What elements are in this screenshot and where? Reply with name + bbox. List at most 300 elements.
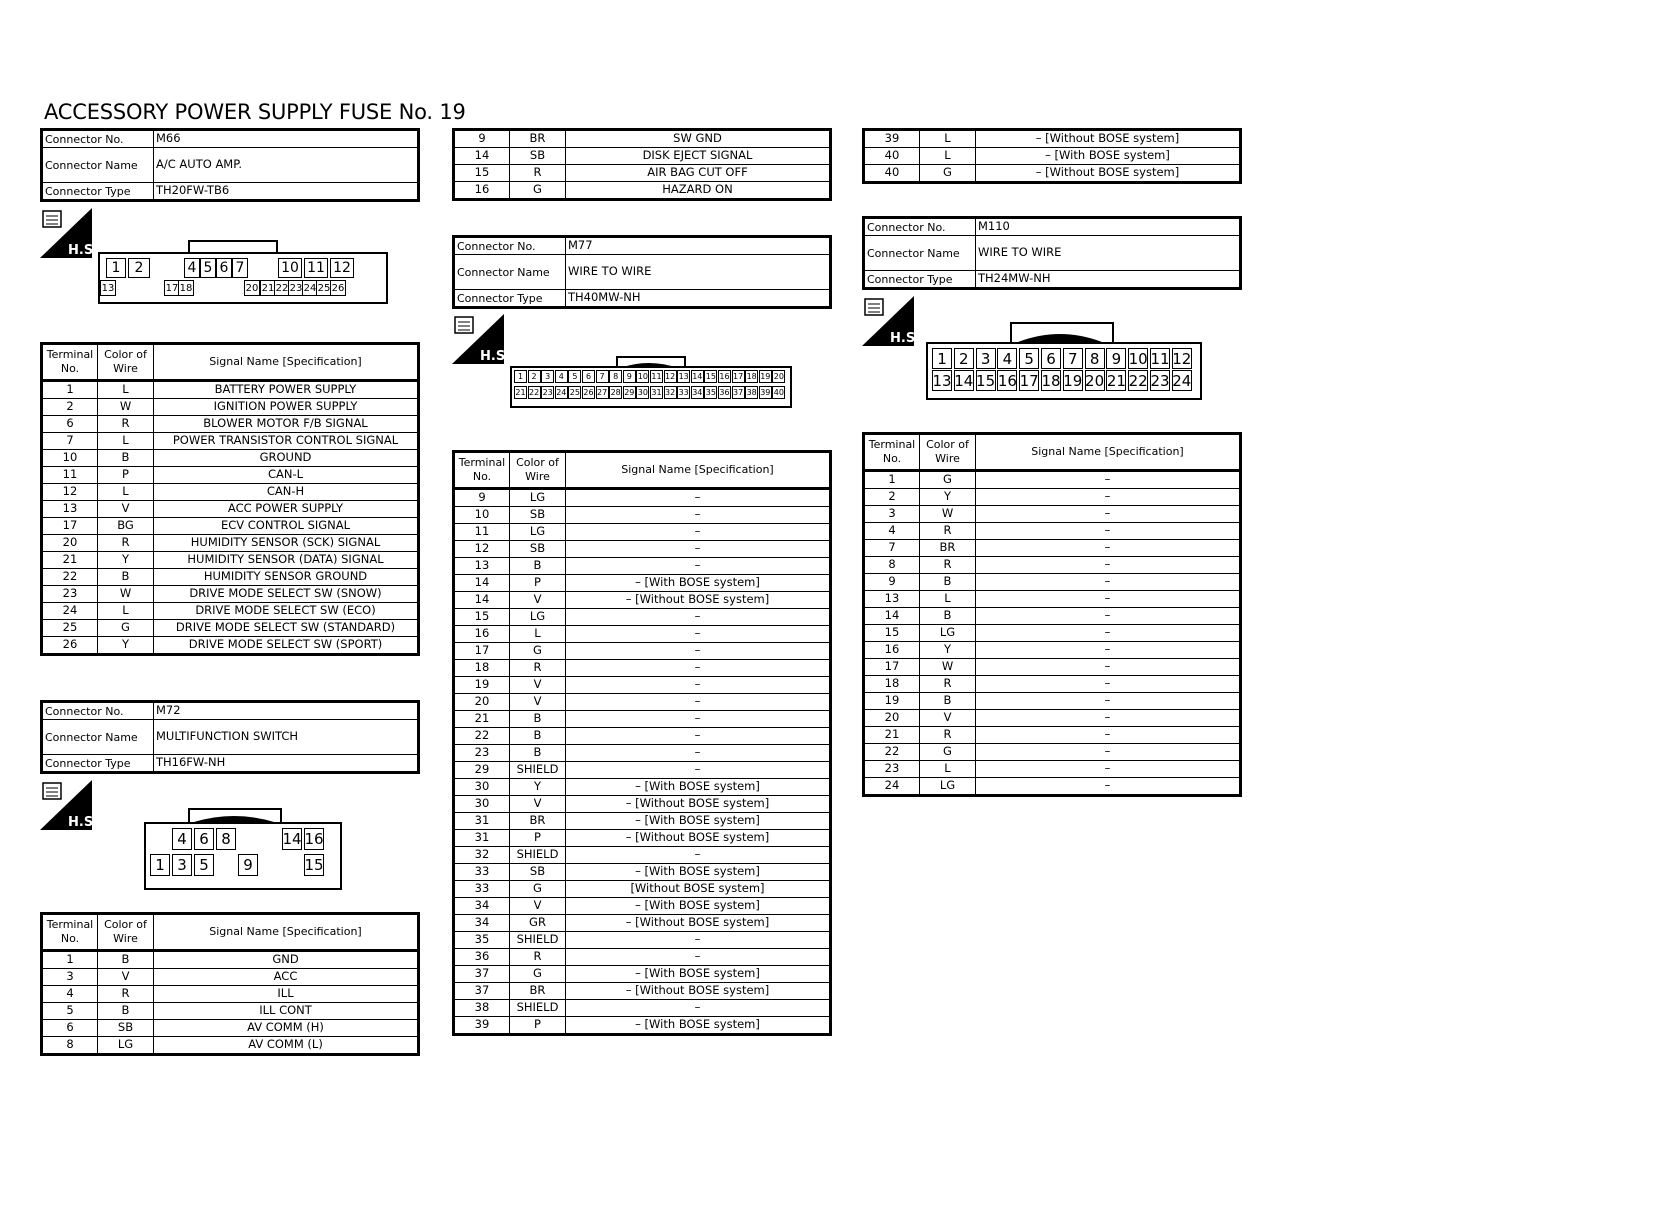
signal-name-cell: – bbox=[976, 761, 1241, 778]
connector-pin: 11 bbox=[304, 258, 328, 278]
connector-pin: 10 bbox=[637, 372, 648, 381]
terminal-no-cell: 13 bbox=[42, 501, 98, 518]
table-row bbox=[864, 608, 1241, 625]
wire-color-cell: G bbox=[510, 182, 566, 200]
signal-name-cell: – bbox=[566, 677, 831, 694]
wire-color-cell: LG bbox=[510, 489, 566, 507]
terminal-no-cell: 19 bbox=[454, 677, 510, 694]
signal-name-cell: DISK EJECT SIGNAL bbox=[566, 148, 831, 165]
signal-name-cell: DRIVE MODE SELECT SW (ECO) bbox=[154, 603, 419, 620]
terminal-no-cell: 36 bbox=[454, 949, 510, 966]
terminal-no-header: Terminal No. bbox=[454, 452, 510, 489]
table-row bbox=[864, 659, 1241, 676]
connector-type-label: Connector Type bbox=[454, 290, 566, 308]
signal-name-cell: – [With BOSE system] bbox=[566, 966, 831, 983]
table-row bbox=[864, 540, 1241, 557]
signal-name-cell: HUMIDITY SENSOR (SCK) SIGNAL bbox=[154, 535, 419, 552]
table-row bbox=[864, 625, 1241, 642]
table-row bbox=[454, 847, 831, 864]
signal-name-cell: DRIVE MODE SELECT SW (SNOW) bbox=[154, 586, 419, 603]
terminal-no-cell: 20 bbox=[454, 694, 510, 711]
connector-pin: 14 bbox=[954, 371, 974, 390]
terminal-no-cell: 31 bbox=[454, 830, 510, 847]
connector-type-label: Connector Type bbox=[42, 183, 154, 201]
connector-pin: 1 bbox=[514, 370, 527, 383]
empty-pin-position bbox=[260, 828, 280, 850]
connector-pin: 5 bbox=[200, 258, 216, 278]
wire-color-cell: LG bbox=[510, 524, 566, 541]
signal-name-cell: – bbox=[566, 728, 831, 745]
connector-pin: 25 bbox=[316, 280, 332, 296]
terminal-no-cell: 21 bbox=[864, 727, 920, 744]
table-row bbox=[454, 694, 831, 711]
terminal-no-cell: 14 bbox=[454, 592, 510, 609]
m66-info-table bbox=[40, 128, 420, 202]
wire-color-cell: SHIELD bbox=[510, 762, 566, 779]
connector-pin: 23 bbox=[1150, 371, 1170, 390]
table-row bbox=[454, 983, 831, 1000]
empty-pin-position bbox=[282, 854, 302, 876]
terminal-no-cell: 3 bbox=[864, 506, 920, 523]
wire-color-cell: R bbox=[98, 535, 154, 552]
connector-pin: 34 bbox=[692, 388, 703, 397]
m66-connector-diagram bbox=[98, 240, 388, 302]
connector-no-value: M66 bbox=[154, 130, 419, 148]
connector-pin: 27 bbox=[597, 388, 608, 397]
terminal-no-cell: 12 bbox=[454, 541, 510, 558]
color-of-wire-header: Color of Wire bbox=[98, 914, 154, 951]
signal-name-cell: – bbox=[976, 744, 1241, 761]
terminal-no-cell: 3 bbox=[42, 969, 98, 986]
wire-color-cell: R bbox=[920, 676, 976, 693]
signal-name-cell: – [Without BOSE system] bbox=[566, 830, 831, 847]
wire-color-cell: SB bbox=[510, 507, 566, 524]
table-row bbox=[454, 830, 831, 847]
connector-pin: 4 bbox=[172, 828, 192, 850]
wire-color-cell: SHIELD bbox=[510, 847, 566, 864]
terminal-no-cell: 8 bbox=[864, 557, 920, 574]
connector-pin: 2 bbox=[128, 258, 150, 278]
table-row bbox=[864, 165, 1241, 183]
signal-name-cell: – bbox=[976, 676, 1241, 693]
terminal-no-cell: 9 bbox=[864, 574, 920, 591]
table-row bbox=[864, 676, 1241, 693]
connector-type-value: TH40MW-NH bbox=[566, 290, 831, 308]
terminal-no-cell: 15 bbox=[454, 165, 510, 182]
connector-pin: 10 bbox=[1128, 349, 1148, 368]
table-row bbox=[42, 518, 419, 535]
wire-color-cell: R bbox=[98, 416, 154, 433]
connector-pin: 22 bbox=[1128, 371, 1148, 390]
empty-pin-position bbox=[116, 280, 132, 296]
terminal-no-header: Terminal No. bbox=[42, 344, 98, 381]
wire-color-cell: V bbox=[920, 710, 976, 727]
wire-color-cell: B bbox=[920, 574, 976, 591]
wire-color-cell: B bbox=[510, 745, 566, 762]
wire-color-cell: L bbox=[510, 626, 566, 643]
table-row bbox=[864, 148, 1241, 165]
table-row bbox=[864, 557, 1241, 574]
wire-color-cell: P bbox=[98, 467, 154, 484]
connector-pin: 7 bbox=[596, 370, 609, 383]
signal-name-cell: – bbox=[566, 626, 831, 643]
table-row bbox=[454, 507, 831, 524]
terminal-no-cell: 14 bbox=[454, 148, 510, 165]
wire-color-cell: V bbox=[510, 592, 566, 609]
wire-color-cell: B bbox=[920, 608, 976, 625]
wire-color-cell: G bbox=[510, 643, 566, 660]
wire-color-cell: B bbox=[98, 951, 154, 969]
signal-name-cell: CAN-H bbox=[154, 484, 419, 501]
connector-pin: 2 bbox=[528, 370, 541, 383]
wire-color-cell: G bbox=[920, 471, 976, 489]
signal-name-cell: – bbox=[566, 762, 831, 779]
connector-pin: 24 bbox=[302, 280, 318, 296]
signal-name-cell: – bbox=[566, 558, 831, 575]
signal-name-cell: – bbox=[976, 625, 1241, 642]
connector-pin: 12 bbox=[1172, 349, 1192, 368]
wire-color-cell: L bbox=[98, 381, 154, 399]
signal-name-cell: – bbox=[566, 507, 831, 524]
terminal-no-cell: 40 bbox=[864, 148, 920, 165]
wire-color-cell: B bbox=[510, 728, 566, 745]
signal-name-cell: – bbox=[566, 694, 831, 711]
connector-type-label: Connector Type bbox=[864, 271, 976, 289]
signal-name-cell: BATTERY POWER SUPPLY bbox=[154, 381, 419, 399]
signal-name-cell: – bbox=[566, 489, 831, 507]
connector-pin: 8 bbox=[609, 370, 622, 383]
signal-name-cell: – bbox=[976, 659, 1241, 676]
connector-no-label: Connector No. bbox=[42, 130, 154, 148]
signal-name-cell: – bbox=[976, 557, 1241, 574]
table-row bbox=[454, 489, 831, 507]
terminal-no-cell: 34 bbox=[454, 915, 510, 932]
wire-color-cell: SB bbox=[98, 1020, 154, 1037]
table-row bbox=[42, 501, 419, 518]
terminal-no-cell: 12 bbox=[42, 484, 98, 501]
connector-pin: 33 bbox=[678, 388, 689, 397]
connector-pin: 24 bbox=[1172, 371, 1192, 390]
connector-name-value: MULTIFUNCTION SWITCH bbox=[154, 720, 419, 755]
signal-name-cell: GND bbox=[154, 951, 419, 969]
terminal-no-cell: 2 bbox=[864, 489, 920, 506]
terminal-no-cell: 22 bbox=[454, 728, 510, 745]
signal-name-cell: – [With BOSE system] bbox=[566, 575, 831, 592]
terminal-no-cell: 35 bbox=[454, 932, 510, 949]
terminal-no-cell: 18 bbox=[454, 660, 510, 677]
wire-color-cell: L bbox=[98, 484, 154, 501]
table-row bbox=[42, 1020, 419, 1037]
table-row bbox=[42, 637, 419, 655]
m110-info-table bbox=[862, 216, 1242, 290]
terminal-no-cell: 24 bbox=[42, 603, 98, 620]
signal-name-cell: – bbox=[976, 506, 1241, 523]
table-row bbox=[864, 130, 1241, 148]
terminal-no-cell: 9 bbox=[454, 130, 510, 148]
connector-pin: 32 bbox=[665, 388, 676, 397]
wire-color-cell: V bbox=[510, 898, 566, 915]
signal-name-header: Signal Name [Specification] bbox=[154, 344, 419, 381]
terminal-no-cell: 17 bbox=[42, 518, 98, 535]
connector-pin: 22 bbox=[529, 388, 540, 397]
hs-label: H.S. bbox=[890, 331, 921, 346]
connector-pin: 5 bbox=[194, 854, 214, 876]
terminal-no-cell: 29 bbox=[454, 762, 510, 779]
connector-pin: 7 bbox=[232, 258, 248, 278]
connector-pin: 3 bbox=[976, 348, 996, 369]
m110-terminal-table bbox=[862, 432, 1242, 797]
terminal-no-cell: 16 bbox=[454, 626, 510, 643]
empty-pin-position bbox=[238, 828, 258, 850]
connector-pin: 22 bbox=[274, 280, 290, 296]
connector-pin: 23 bbox=[288, 280, 304, 296]
table-row bbox=[42, 1003, 419, 1020]
connector-pin: 18 bbox=[178, 280, 194, 296]
connector-pin: 26 bbox=[583, 388, 594, 397]
terminal-no-cell: 39 bbox=[454, 1017, 510, 1035]
signal-name-cell: – bbox=[976, 489, 1241, 506]
terminal-no-cell: 26 bbox=[42, 637, 98, 655]
connector-pin: 19 bbox=[760, 372, 771, 381]
connector-pin: 6 bbox=[216, 258, 232, 278]
wire-color-cell: LG bbox=[920, 625, 976, 642]
wire-color-cell: B bbox=[98, 1003, 154, 1020]
connector-pin: 13 bbox=[100, 280, 116, 296]
signal-name-cell: DRIVE MODE SELECT SW (STANDARD) bbox=[154, 620, 419, 637]
terminal-no-cell: 33 bbox=[454, 881, 510, 898]
connector-pin: 4 bbox=[997, 348, 1017, 369]
connector-pin: 35 bbox=[705, 388, 716, 397]
empty-pin-position bbox=[260, 854, 280, 876]
connector-pin: 17 bbox=[1019, 371, 1039, 390]
connector-pin: 25 bbox=[569, 388, 580, 397]
terminal-no-cell: 22 bbox=[42, 569, 98, 586]
connector-pin: 12 bbox=[665, 372, 676, 381]
connector-pin: 21 bbox=[260, 280, 276, 296]
terminal-no-cell: 8 bbox=[42, 1037, 98, 1055]
connector-pin: 13 bbox=[678, 372, 689, 381]
terminal-no-cell: 17 bbox=[864, 659, 920, 676]
terminal-no-cell: 23 bbox=[454, 745, 510, 762]
m110-connector-diagram bbox=[926, 322, 1202, 398]
signal-name-cell: BLOWER MOTOR F/B SIGNAL bbox=[154, 416, 419, 433]
wire-color-cell: L bbox=[920, 148, 976, 165]
terminal-no-cell: 20 bbox=[42, 535, 98, 552]
signal-name-cell: ACC POWER SUPPLY bbox=[154, 501, 419, 518]
hs-label: H.S. bbox=[480, 349, 511, 364]
signal-name-cell: – bbox=[976, 693, 1241, 710]
signal-name-cell: AV COMM (L) bbox=[154, 1037, 419, 1055]
table-row bbox=[454, 677, 831, 694]
signal-name-header: Signal Name [Specification] bbox=[154, 914, 419, 951]
terminal-no-cell: 4 bbox=[864, 523, 920, 540]
connector-pin: 6 bbox=[1041, 348, 1061, 369]
signal-name-cell: – bbox=[566, 1000, 831, 1017]
terminal-no-cell: 37 bbox=[454, 966, 510, 983]
signal-name-cell: – bbox=[976, 710, 1241, 727]
wire-color-cell: R bbox=[510, 660, 566, 677]
wire-color-cell: SB bbox=[510, 148, 566, 165]
wire-color-cell: P bbox=[510, 830, 566, 847]
signal-name-cell: – [With BOSE system] bbox=[566, 1017, 831, 1035]
connector-no-label: Connector No. bbox=[454, 237, 566, 255]
wire-color-cell: SHIELD bbox=[510, 1000, 566, 1017]
empty-pin-position bbox=[150, 828, 170, 850]
connector-no-label: Connector No. bbox=[864, 218, 976, 236]
connector-pin: 1 bbox=[150, 854, 170, 876]
table-row bbox=[454, 558, 831, 575]
connector-pin: 2 bbox=[954, 348, 974, 369]
wire-color-cell: BR bbox=[920, 540, 976, 557]
wire-color-cell: B bbox=[98, 569, 154, 586]
signal-name-cell: – bbox=[566, 541, 831, 558]
hs-label: H.S. bbox=[68, 243, 99, 258]
wire-color-cell: L bbox=[920, 761, 976, 778]
connector-type-value: TH16FW-NH bbox=[154, 755, 419, 773]
empty-pin-position bbox=[142, 280, 158, 296]
signal-name-cell: – bbox=[566, 660, 831, 677]
signal-name-cell: – [With BOSE system] bbox=[566, 864, 831, 881]
signal-name-cell: GROUND bbox=[154, 450, 419, 467]
connector-pin: 30 bbox=[637, 388, 648, 397]
connector-name-value: WIRE TO WIRE bbox=[566, 255, 831, 290]
signal-name-cell: – bbox=[976, 642, 1241, 659]
connector-latch bbox=[194, 810, 274, 822]
terminal-no-cell: 14 bbox=[864, 608, 920, 625]
harness-side-icon bbox=[862, 296, 921, 346]
table-row bbox=[864, 693, 1241, 710]
wire-color-cell: R bbox=[510, 165, 566, 182]
wire-color-cell: SHIELD bbox=[510, 932, 566, 949]
terminal-no-cell: 13 bbox=[454, 558, 510, 575]
signal-name-cell: AIR BAG CUT OFF bbox=[566, 165, 831, 182]
connector-name-value: WIRE TO WIRE bbox=[976, 236, 1241, 271]
table-row bbox=[864, 727, 1241, 744]
m77-connector-diagram bbox=[510, 356, 792, 406]
table-row bbox=[864, 471, 1241, 489]
table-row bbox=[454, 660, 831, 677]
connector-pin: 18 bbox=[1041, 371, 1061, 390]
wire-color-cell: BR bbox=[510, 983, 566, 1000]
table-row bbox=[454, 592, 831, 609]
table-row bbox=[42, 450, 419, 467]
wire-color-cell: G bbox=[920, 165, 976, 183]
wire-color-cell: R bbox=[920, 523, 976, 540]
signal-name-cell: IGNITION POWER SUPPLY bbox=[154, 399, 419, 416]
table-row bbox=[42, 381, 419, 399]
connector-pin: 20 bbox=[1085, 371, 1105, 390]
connector-pin: 19 bbox=[1063, 371, 1083, 390]
connector-name-label: Connector Name bbox=[42, 148, 154, 183]
wire-color-cell: B bbox=[510, 558, 566, 575]
signal-name-cell: – [Without BOSE system] bbox=[566, 592, 831, 609]
connector-pin: 21 bbox=[515, 388, 526, 397]
connector-pin: 8 bbox=[1085, 348, 1105, 369]
connector-no-value: M72 bbox=[154, 702, 419, 720]
wire-color-cell: LG bbox=[510, 609, 566, 626]
signal-name-cell: – bbox=[566, 949, 831, 966]
connector-no-label: Connector No. bbox=[42, 702, 154, 720]
table-row bbox=[454, 524, 831, 541]
wire-color-cell: R bbox=[920, 727, 976, 744]
terminal-no-cell: 11 bbox=[42, 467, 98, 484]
terminal-no-cell: 1 bbox=[42, 381, 98, 399]
table-row bbox=[42, 433, 419, 450]
signal-name-cell: DRIVE MODE SELECT SW (SPORT) bbox=[154, 637, 419, 655]
signal-name-cell: – bbox=[976, 471, 1241, 489]
table-row bbox=[42, 969, 419, 986]
page-title: ACCESSORY POWER SUPPLY FUSE No. 19 bbox=[44, 100, 466, 124]
wire-color-cell: B bbox=[920, 693, 976, 710]
connector-pin: 5 bbox=[568, 370, 581, 383]
wire-color-cell: W bbox=[98, 586, 154, 603]
wire-color-cell: L bbox=[98, 603, 154, 620]
connector-pin: 38 bbox=[746, 388, 757, 397]
signal-name-cell: ACC bbox=[154, 969, 419, 986]
m72-terminal-table bbox=[40, 912, 420, 1056]
m72-info-table bbox=[40, 700, 420, 774]
table-row bbox=[454, 745, 831, 762]
terminal-no-cell: 14 bbox=[454, 575, 510, 592]
connector-type-label: Connector Type bbox=[42, 755, 154, 773]
terminal-no-cell: 40 bbox=[864, 165, 920, 183]
signal-name-cell: – bbox=[566, 745, 831, 762]
connector-name-label: Connector Name bbox=[454, 255, 566, 290]
connector-pin: 15 bbox=[976, 371, 996, 390]
table-row bbox=[42, 535, 419, 552]
table-row bbox=[42, 416, 419, 433]
terminal-no-cell: 19 bbox=[864, 693, 920, 710]
table-row bbox=[864, 523, 1241, 540]
terminal-no-cell: 6 bbox=[42, 416, 98, 433]
terminal-no-cell: 9 bbox=[454, 489, 510, 507]
wire-color-cell: Y bbox=[98, 552, 154, 569]
table-row bbox=[454, 796, 831, 813]
table-row bbox=[42, 1037, 419, 1055]
terminal-no-cell: 24 bbox=[864, 778, 920, 796]
connector-no-value: M110 bbox=[976, 218, 1241, 236]
table-row bbox=[864, 591, 1241, 608]
terminal-no-cell: 11 bbox=[454, 524, 510, 541]
signal-name-cell: – [With BOSE system] bbox=[976, 148, 1241, 165]
terminal-no-cell: 38 bbox=[454, 1000, 510, 1017]
table-row bbox=[454, 864, 831, 881]
wire-color-cell: BG bbox=[98, 518, 154, 535]
signal-name-cell: HAZARD ON bbox=[566, 182, 831, 200]
signal-name-cell: – bbox=[976, 523, 1241, 540]
signal-name-cell: – [With BOSE system] bbox=[566, 898, 831, 915]
table-row bbox=[454, 575, 831, 592]
terminal-no-cell: 18 bbox=[864, 676, 920, 693]
connector-name-label: Connector Name bbox=[864, 236, 976, 271]
signal-name-cell: SW GND bbox=[566, 130, 831, 148]
table-row bbox=[454, 643, 831, 660]
table-row bbox=[42, 552, 419, 569]
signal-name-cell: CAN-L bbox=[154, 467, 419, 484]
wire-color-cell: R bbox=[510, 949, 566, 966]
table-row bbox=[454, 130, 831, 148]
terminal-no-cell: 7 bbox=[864, 540, 920, 557]
connector-pin: 17 bbox=[164, 280, 180, 296]
signal-name-cell: POWER TRANSISTOR CONTROL SIGNAL bbox=[154, 433, 419, 450]
table-row bbox=[42, 603, 419, 620]
table-row bbox=[42, 399, 419, 416]
table-row bbox=[42, 586, 419, 603]
table-row bbox=[454, 813, 831, 830]
signal-name-cell: – [With BOSE system] bbox=[566, 779, 831, 796]
signal-name-cell: – bbox=[976, 540, 1241, 557]
terminal-no-cell: 15 bbox=[454, 609, 510, 626]
